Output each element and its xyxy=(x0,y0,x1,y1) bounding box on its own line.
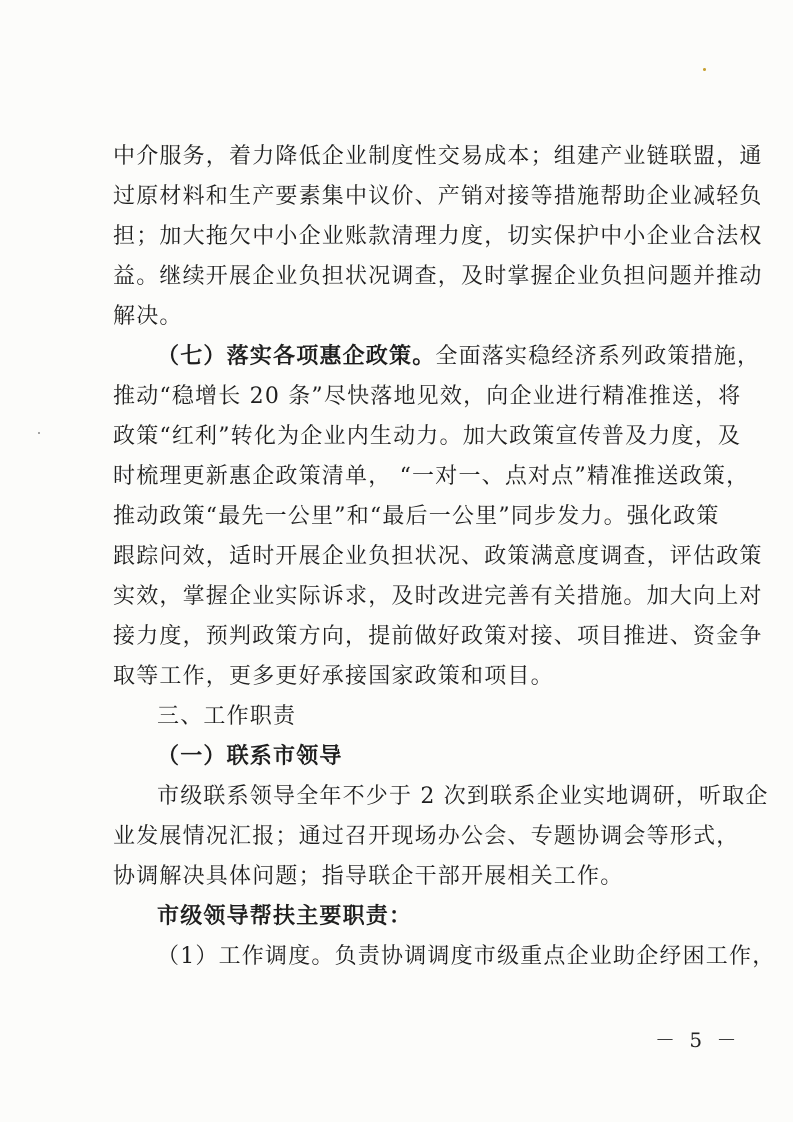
section-7-first-line-text: 全面落实稳经济系列政策措施， xyxy=(435,344,761,369)
paragraph-line: 实效，掌握企业实际诉求，及时改进完善有关措施。加大向上对 xyxy=(113,584,763,609)
paragraph-line: 协调解决具体问题；指导联企干部开展相关工作。 xyxy=(113,864,624,889)
paragraph-line: （1）工作调度。负责协调调度市级重点企业助企纾困工作， xyxy=(157,944,776,969)
paragraph-line: 担；加大拖欠中小企业账款清理力度，切实保护中小企业合法权 xyxy=(113,224,763,249)
paragraph-line: 推动政策“最先一公里”和“最后一公里”同步发力。强化政策 xyxy=(113,504,720,529)
paragraph-line: 跟踪问效，适时开展企业负担状况、政策满意度调查，评估政策 xyxy=(113,544,763,569)
document-body xyxy=(113,137,776,977)
paragraph-line: 接力度，预判政策方向，提前做好政策对接、项目推进、资金争 xyxy=(113,624,763,649)
paragraph-line: 过原材料和生产要素集中议价、产销对接等措施帮助企业减轻负 xyxy=(113,184,763,209)
paper-speck xyxy=(703,68,706,71)
paragraph-line: 时梳理更新惠企政策清单， “一对一、点对点”精准推送政策， xyxy=(113,464,750,489)
page-number: － 5 － xyxy=(655,1028,741,1052)
section-7-first-line xyxy=(113,337,761,377)
paragraph-line: 取等工作，更多更好承接国家政策和项目。 xyxy=(113,664,554,689)
paragraph-line: 益。继续开展企业负担状况调查，及时掌握企业负担问题并推动 xyxy=(113,264,763,289)
section-7-title: （七）落实各项惠企政策。 xyxy=(157,344,436,369)
duty-heading: 市级领导帮扶主要职责： xyxy=(157,904,413,929)
paragraph-line: 推动“稳增长 20 条”尽快落地见效，向企业进行精准推送，将 xyxy=(113,384,742,409)
paragraph-line: 中介服务，着力降低企业制度性交易成本；组建产业链联盟，通 xyxy=(113,144,763,169)
paper-mark xyxy=(38,432,40,434)
subsection-1-heading: （一）联系市领导 xyxy=(157,744,343,769)
paragraph-line: 解决。 xyxy=(113,304,183,329)
paragraph-line: 政策“红利”转化为企业内生动力。加大政策宣传普及力度，及 xyxy=(113,424,742,449)
section-3-heading: 三、工作职责 xyxy=(157,704,297,729)
paragraph-line: 市级联系领导全年不少于 2 次到联系企业实地调研，听取企 xyxy=(157,784,769,809)
paragraph-line: 业发展情况汇报；通过召开现场办公会、专题协调会等形式， xyxy=(113,824,740,849)
